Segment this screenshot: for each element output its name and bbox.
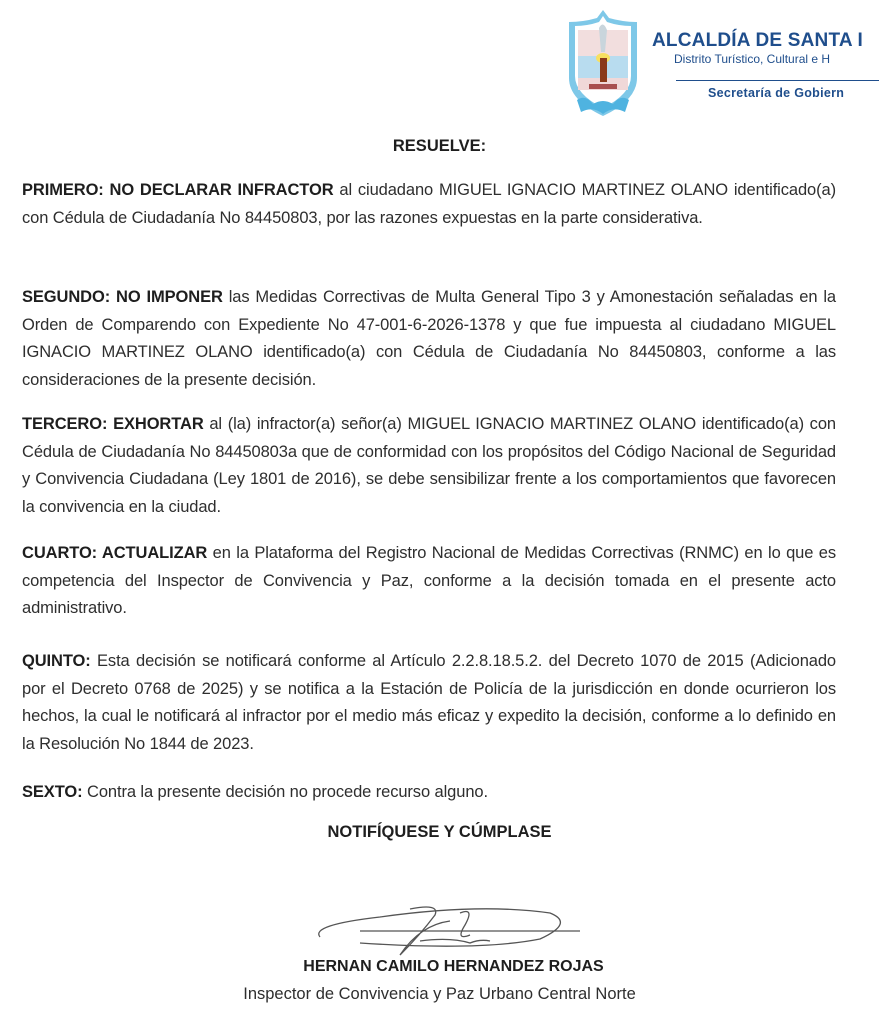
header-divider xyxy=(676,80,879,81)
clause-text: las Medidas Correctivas de Multa General Tipo 3 y Amonestación señaladas en la Orden de Comparendo con Expediente No 47-001-6-2026-1378 y que fue impuesta al ciudadano MIGUEL IGNACIO MARTINEZ OLANO identificado(a) con Cédula de Ciudadanía No 84450803, conforme a las consideraciones de la presente decisión. xyxy=(22,288,836,389)
clause-label: PRIMERO: NO DECLARAR INFRACTOR xyxy=(22,181,334,199)
coat-of-arms-icon xyxy=(563,8,643,120)
clause-text: al ciudadano MIGUEL IGNACIO MARTINEZ OLANO identificado(a) con Cédula de Ciudadanía No 84450803, por las razones expuestas en la parte considerativa. xyxy=(22,181,836,227)
department-name: Secretaría de Gobiern xyxy=(708,86,845,100)
clause-text: Esta decisión se notificará conforme al Artículo 2.2.8.18.5.2. del Decreto 1070 de 2015 (Adicionado por el Decreto 0768 de 2025) y se notifica a la Estación de Policía de la jurisdicción en donde ocurrieron los hechos, la cual le notificará al infractor por el medio más eficaz y expedito la decisión, conforme a lo definido en la Resolución No 1844 de 2023. xyxy=(22,652,836,753)
clause-label: QUINTO: xyxy=(22,652,91,670)
clause-tercero xyxy=(22,411,836,521)
clause-sexto xyxy=(22,779,836,807)
organization-block xyxy=(652,30,863,66)
clause-quinto xyxy=(22,648,836,758)
clause-text: al (la) infractor(a) señor(a) MIGUEL IGNACIO MARTINEZ OLANO identificado(a) con Cédula de Ciudadanía No 84450803a que de conformidad con los propósitos del Código Nacional de Seguridad y Convivencia Ciudadana (Ley 1801 de 2016), se debe sensibilizar frente a los comportamientos que favorecen la convivencia en la ciudad. xyxy=(22,415,836,516)
resolution-heading: RESUELVE: xyxy=(392,137,487,155)
clause-label: SEGUNDO: NO IMPONER xyxy=(22,288,223,306)
signer-name: HERNAN CAMILO HERNANDEZ ROJAS xyxy=(303,958,604,975)
clause-label: CUARTO: ACTUALIZAR xyxy=(22,544,208,562)
clause-text: Contra la presente decisión no procede recurso alguno. xyxy=(82,783,488,801)
signer-role: Inspector de Convivencia y Paz Urbano Central Norte xyxy=(243,985,636,1003)
clause-text: en la Plataforma del Registro Nacional de Medidas Correctivas (RNMC) en lo que es competencia del Inspector de Convivencia y Paz, conforme a la decisión tomada en el presente acto administrativo. xyxy=(22,544,836,617)
closing-statement: NOTIFÍQUESE Y CÚMPLASE xyxy=(327,823,552,841)
clause-label: SEXTO: xyxy=(22,783,83,801)
organization-name: ALCALDÍA DE SANTA I xyxy=(652,30,864,51)
clause-segundo xyxy=(22,284,836,394)
letterhead xyxy=(0,0,879,125)
clause-label: TERCERO: EXHORTAR xyxy=(22,415,204,433)
clause-cuarto xyxy=(22,540,836,623)
clause-primero xyxy=(22,177,836,232)
organization-subtitle: Distrito Turístico, Cultural e H xyxy=(674,52,831,66)
